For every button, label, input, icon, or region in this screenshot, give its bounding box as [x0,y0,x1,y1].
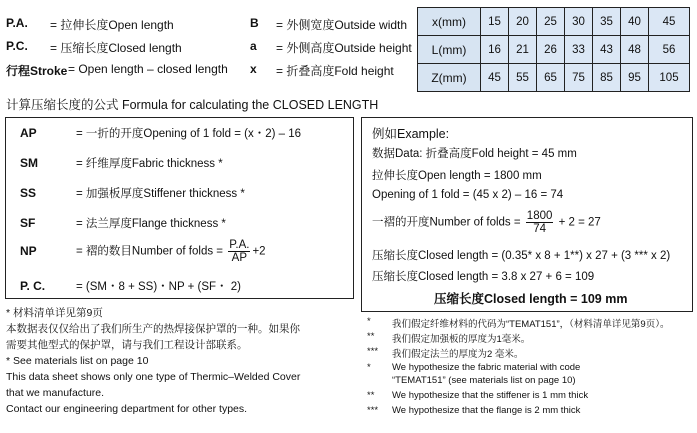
table-cell: 35 [593,8,621,36]
def-text-pc: = 压缩长度Closed length [50,41,182,55]
formula-key: SS [20,186,37,200]
example-folds-line [372,210,601,235]
table-row [418,36,690,64]
table-cell: 45 [649,8,690,36]
footer-line: 本数据表仅仅给出了我们所生产的热焊接保护罩的一种。如果你 [6,323,300,335]
fraction-denominator: AP [231,252,247,264]
def-key-a: a [250,39,257,53]
table-row [418,64,690,92]
note-text: We hypothesize that the flange is 2 mm thick [392,405,581,416]
def-text-b: = 外侧宽度Outside width [276,18,408,32]
note-mark: ** [367,390,375,401]
table-cell: 15 [481,8,509,36]
footer-notes [6,305,300,417]
example-calc: 压缩长度Closed length = (0.35* x 8 + 1**) x 27 + (3 *** x 2) [372,250,671,262]
note-mark: * [367,316,371,327]
row-label: x(mm) [418,8,481,36]
dimension-table [417,7,690,92]
formula-key: SM [20,156,38,170]
note-text: 我们假定纤维材料的代码为“TEMAT151”，（材料清单详见第9页）。 [392,319,670,330]
def-key-x: x [250,62,257,76]
note-mark: *** [367,405,379,416]
example-title: 例如Example: [372,127,450,141]
table-cell: 65 [537,64,565,92]
note-text: “TEMAT151” (see materials list on page 10) [392,375,576,386]
example-folds-suffix: + 2 = 27 [558,216,601,229]
row-label: L(mm) [418,36,481,64]
formula-key: NP [20,243,37,258]
formula-text: = 一折的开度Opening of 1 fold = (x・2) – 16 [76,128,301,140]
table-cell: 30 [565,8,593,36]
def-text-pa: = 拉伸长度Open length [50,18,174,32]
def-text-stroke: = Open length – closed length [68,62,228,76]
table-row [418,8,690,36]
footer-line: that we manufacture. [6,387,105,399]
example-folds-prefix: 一褶的开度Number of folds = [372,216,521,229]
fraction-denominator: 74 [533,223,546,235]
table-cell: 16 [481,36,509,64]
note-mark: *** [367,346,379,357]
example-line: Opening of 1 fold = (45 x 2) – 16 = 74 [372,189,564,201]
table-cell: 95 [621,64,649,92]
example-line: 数据Data: 折叠高度Fold height = 45 mm [372,148,577,160]
formula-row-sm [20,155,223,171]
footer-line: This data sheet shows only one type of Thermic–Welded Cover [6,371,301,383]
table-cell: 40 [621,8,649,36]
def-text-a: = 外侧高度Outside height [276,41,412,55]
table-cell: 85 [593,64,621,92]
def-key-pa: P.A. [6,16,28,30]
example-calc: 压缩长度Closed length = 3.8 x 27 + 6 = 109 [372,271,595,283]
formula-row-sf [20,215,226,231]
table-cell: 75 [565,64,593,92]
note-text: We hypothesize the fabric material with code [392,362,581,373]
table-cell: 20 [509,8,537,36]
note-text: 我们假定加强板的厚度为1毫米。 [392,334,531,345]
def-key-stroke: 行程Stroke [6,64,68,78]
note-text: 我们假定法兰的厚度为2 毫米。 [392,349,524,360]
footer-line: 需要其他型式的保护罩，请与我们工程设计部联系。 [6,339,248,351]
def-key-b: B [250,16,259,30]
table-cell: 48 [621,36,649,64]
def-key-pc: P.C. [6,39,28,53]
formula-key: SF [20,216,36,230]
formula-row-ss [20,185,245,201]
fraction [526,210,554,235]
def-text-x: = 折叠高度Fold height [276,64,394,78]
footer-line: * See materials list on page 10 [6,355,149,367]
table-cell: 21 [509,36,537,64]
formula-box [5,117,354,299]
note-text: We hypothesize that the stiffener is 1 mm thick [392,390,589,401]
table-cell: 33 [565,36,593,64]
table-cell: 105 [649,64,690,92]
note-mark: * [367,362,371,373]
note-mark: ** [367,331,375,342]
footer-line: Contact our engineering department for other types. [6,403,248,415]
formula-text: = 褶的数目Number of folds = [76,245,223,258]
formula-row-pc [20,278,241,294]
formula-row-np [20,239,266,264]
fraction-numerator: 1800 [526,210,553,222]
row-label: Z(mm) [418,64,481,92]
table-cell: 55 [509,64,537,92]
formula-suffix: +2 [252,245,266,258]
fraction-numerator: P.A. [229,239,250,251]
table-cell: 25 [537,8,565,36]
example-box [361,117,693,312]
table-cell: 56 [649,36,690,64]
table-cell: 26 [537,36,565,64]
example-result: 压缩长度Closed length = 109 mm [434,292,628,306]
formula-text: = (SM・8 + SS)・NP + (SF・ 2) [76,281,241,293]
formula-key: AP [20,126,37,140]
fraction [228,239,250,264]
footer-line: * 材料清单详见第9页 [6,307,103,319]
table-cell: 43 [593,36,621,64]
formula-row-ap [20,125,301,141]
formula-text: = 法兰厚度Flange thickness * [76,218,226,230]
formula-title: 计算压缩长度的公式 Formula for calculating the CLOSED LENGTH [6,98,379,112]
example-line: 拉伸长度Open length = 1800 mm [372,170,542,182]
formula-key: P. C. [20,279,46,293]
table-cell: 45 [481,64,509,92]
formula-text: = 加强板厚度Stiffener thickness * [76,188,245,200]
formula-text: = 纤维厚度Fabric thickness * [76,158,223,170]
